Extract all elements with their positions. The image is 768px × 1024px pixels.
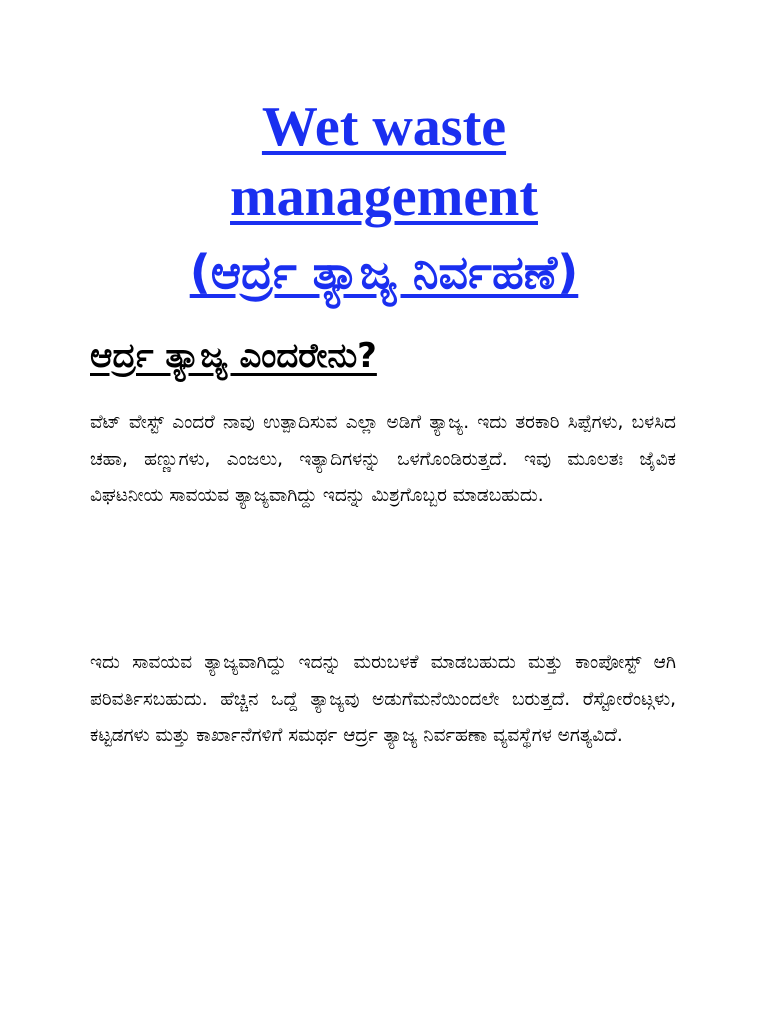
title-kannada: (ಆರ್ದ್ರ ತ್ಯಾಜ್ಯ ನಿರ್ವಹಣೆ) xyxy=(189,245,579,299)
title-english-line-2: management xyxy=(230,166,538,228)
section-heading: ಆರ್ದ್ರ ತ್ಯಾಜ್ಯ ಎಂದರೇನು? xyxy=(90,336,377,376)
title-english-line-1: Wet waste xyxy=(261,96,507,158)
paragraph-2: ಇದು ಸಾವಯವ ತ್ಯಾಜ್ಯವಾಗಿದ್ದು ಇದನ್ನು ಮರುಬಳಕೆ ಮಾಡಬಹುದು ಮತ್ತು ಕಾಂಪೋಸ್ಟ್ ಆಗಿ ಪರಿವರ್ತಿಸಬಹುದು. ಹೆಚ್ಚಿನ ಒದ್ದೆ ತ್ಯಾಜ್ಯವು ಅಡುಗೆಮನೆಯಿಂದಲೇ ಬರುತ್ತದೆ. ರೆಸ್ಟೋರೆಂಟ್ಗಳು, ಕಟ್ಟಡಗಳು ಮತ್ತು ಕಾರ್ಖಾನೆಗಳಿಗೆ ಸಮರ್ಥ ಆರ್ದ್ರ ತ್ಯಾಜ್ಯ ನಿರ್ವಹಣಾ ವ್ಯವಸ್ಥೆಗಳ ಅಗತ್ಯವಿದೆ. xyxy=(90,652,676,746)
paragraph-1: ವೆಟ್ ವೇಸ್ಟ್ ಎಂದರೆ ನಾವು ಉತ್ಪಾದಿಸುವ ಎಲ್ಲಾ ಅಡಿಗೆ ತ್ಯಾಜ್ಯ. ಇದು ತರಕಾರಿ ಸಿಪ್ಪೆಗಳು, ಬಳಸಿದ ಚಹಾ, ಹಣ್ಣುಗಳು, ಎಂಜಲು, ಇತ್ಯಾದಿಗಳನ್ನು ಒಳಗೊಂಡಿರುತ್ತದೆ. ಇವು ಮೂಲತಃ ಜೈವಿಕ ವಿಘಟನೀಯ ಸಾವಯವ ತ್ಯಾಜ್ಯವಾಗಿದ್ದು ಇದನ್ನು ಮಿಶ್ರಗೊಬ್ಬರ ಮಾಡಬಹುದು. xyxy=(90,412,676,506)
title-block xyxy=(0,92,768,310)
